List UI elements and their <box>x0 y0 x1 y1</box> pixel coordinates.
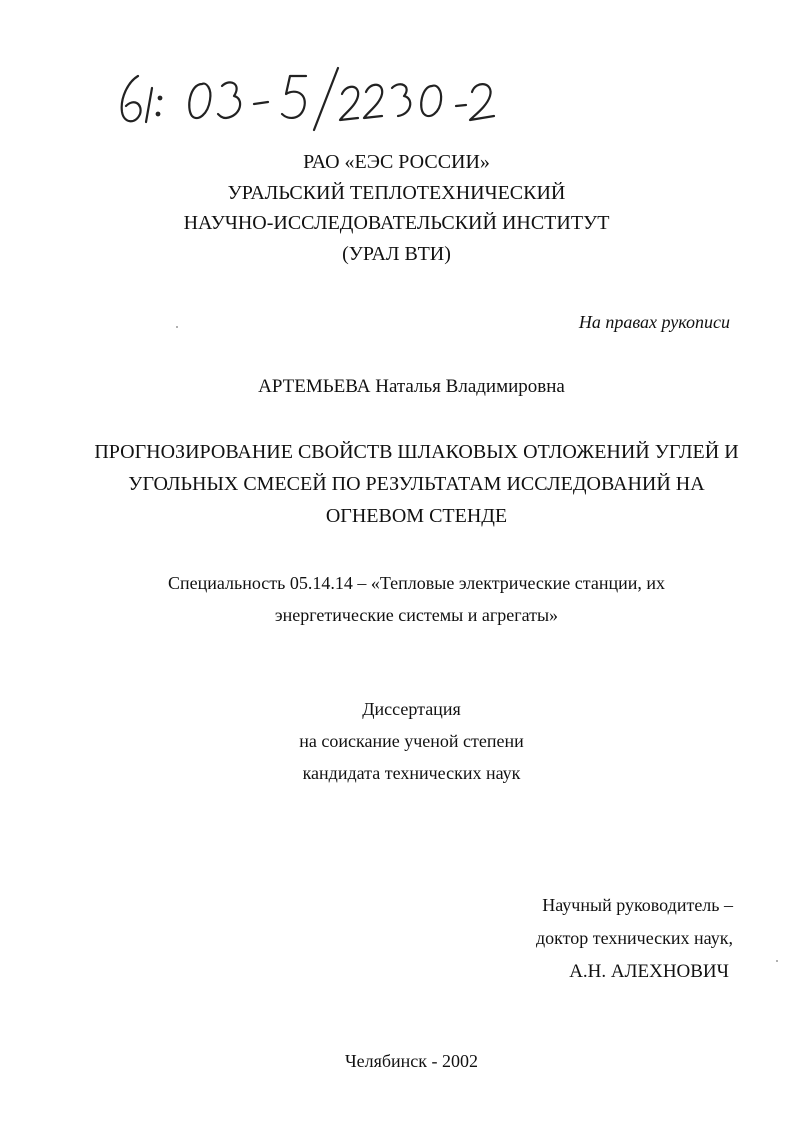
scan-speck <box>176 326 178 328</box>
title-line-3: ОГНЕВОМ СТЕНДЕ <box>325 505 508 527</box>
specialty-line-2: энергетические системы и агрегаты» <box>274 605 559 625</box>
supervisor-degree: доктор технических наук, <box>536 928 733 948</box>
organization-line-1: РАО «ЕЭС РОССИИ» <box>303 151 490 173</box>
scan-speck <box>776 960 778 962</box>
organization-line-4: (УРАЛ ВТИ) <box>342 242 451 265</box>
dissertation-title <box>80 436 753 532</box>
supervisor-role: Научный руководитель – <box>542 895 733 915</box>
handwritten-catalog-number <box>110 58 530 138</box>
organization-line-3: НАУЧНО-ИССЛЕДОВАТЕЛЬСКИЙ ИНСТИТУТ <box>183 212 610 234</box>
title-line-1: ПРОГНОЗИРОВАНИЕ СВОЙСТВ ШЛАКОВЫХ ОТЛОЖЕНИЙ УГЛЕЙ И <box>94 441 739 463</box>
degree-line-3: кандидата технических наук <box>302 763 521 783</box>
specialty-line-1: Специальность 05.14.14 – «Тепловые электрические станции, их <box>167 573 666 593</box>
handwritten-note-drawing <box>110 58 530 138</box>
organization-header <box>0 147 793 269</box>
organization-line-2: УРАЛЬСКИЙ ТЕПЛОТЕХНИЧЕСКИЙ <box>227 181 566 204</box>
degree-line-2: на соискание ученой степени <box>299 731 524 751</box>
author-name: АРТЕМЬЕВА Наталья Владимировна <box>258 376 565 397</box>
city-year: Челябинск - 2002 <box>344 1051 479 1071</box>
supervisor-block <box>536 889 733 988</box>
specialty-block <box>80 567 753 631</box>
degree-line-1: Диссертация <box>362 699 461 719</box>
title-line-2: УГОЛЬНЫХ СМЕСЕЙ ПО РЕЗУЛЬТАТАМ ИССЛЕДОВАНИЙ НА <box>128 473 705 495</box>
manuscript-rights-note: На правах рукописи <box>578 312 730 332</box>
supervisor-name: А.Н. АЛЕХНОВИЧ <box>569 961 729 982</box>
degree-block <box>0 693 793 789</box>
